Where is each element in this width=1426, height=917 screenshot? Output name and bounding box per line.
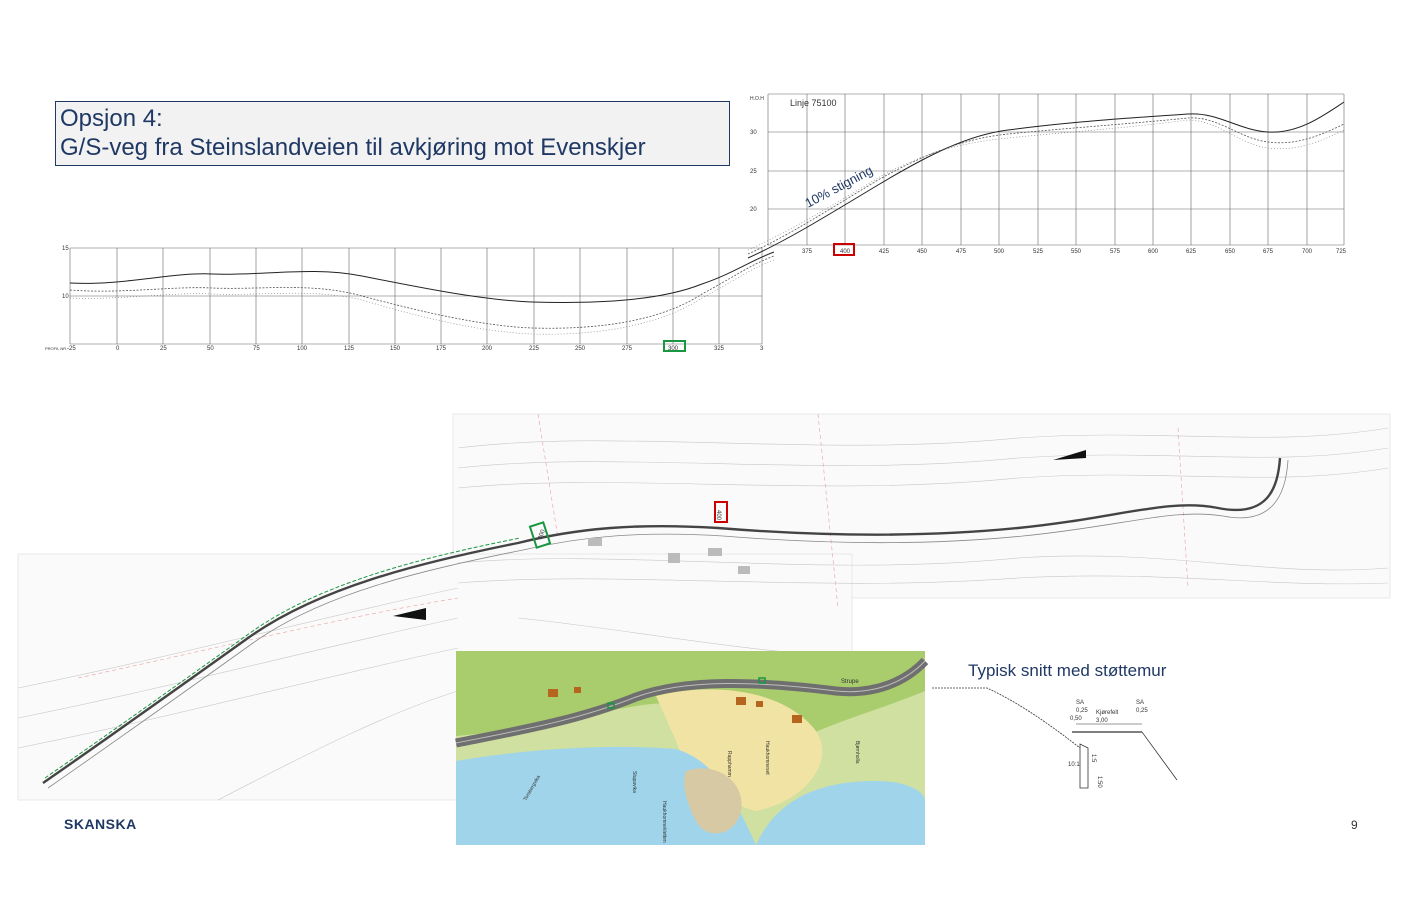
x-tick: 550 [1071,249,1082,255]
x-tick: 75 [253,346,260,352]
x-tick-400: 400 [840,249,851,255]
plan-marker-300-label: 300 [537,529,547,541]
x-tick: 475 [956,249,967,255]
x-tick: 675 [1263,249,1274,255]
y-tick-25: 25 [750,169,757,175]
x-tick: 125 [344,346,355,352]
dim-slope: 1:5 [1090,754,1096,763]
dim-right: 0,25 [1136,708,1148,714]
x-tick: -25 [67,346,76,352]
x-tick: 250 [575,346,586,352]
x-tick: 0 [116,346,120,352]
x-tick: 175 [436,346,447,352]
dim-wall-height: 1:50 [1096,776,1102,788]
place-name: Rapphamm [726,751,732,777]
x-tick: 575 [1110,249,1121,255]
profile-right [748,90,1348,258]
title-line-1: Opsjon 4: [60,105,163,132]
y-tick-20: 20 [750,207,757,213]
place-name: Bjørnholla [854,741,860,764]
place-name: Torsbergvika [522,774,542,802]
profile-right-x-ticks [802,249,1347,255]
x-tick: 100 [297,346,308,352]
x-tick: 375 [802,249,813,255]
place-name: Strupe [841,679,859,685]
label-sa-left: SA [1076,700,1085,706]
profile-left-x-ticks [67,346,764,352]
x-tick: 150 [390,346,401,352]
dim-road-width: 3,00 [1096,718,1108,724]
cross-section-heading: Typisk snitt med støttemur [968,661,1167,680]
page-number: 9 [1351,818,1358,832]
x-tick: 700 [1302,249,1313,255]
x-tick: 25 [160,346,167,352]
x-tick: 650 [1225,249,1236,255]
x-tick: 600 [1148,249,1159,255]
skanska-logo: SKANSKA [64,816,137,832]
label-sa-right: SA [1136,700,1145,706]
y-tick-30: 30 [750,130,757,136]
x-tick: 450 [917,249,928,255]
x-tick: 225 [529,346,540,352]
cross-section-drawing [932,684,1177,804]
x-tick: 200 [482,346,493,352]
x-tick: 425 [879,249,890,255]
x-tick: 325 [714,346,725,352]
x-tick-300: 300 [668,346,679,352]
x-tick: 500 [994,249,1005,255]
terrain-slope [932,688,1080,748]
title-line-2: G/S-veg fra Steinslandveien til avkjøring mot Evenskjer [60,134,646,161]
label-lane: Kjørefelt [1096,710,1119,716]
fill-slope [1142,732,1177,780]
line-name: Linje 75100 [790,98,837,108]
x-tick: 625 [1186,249,1197,255]
profile-left-terrain-line [70,256,774,328]
dim-wall-batter: 10:1 [1068,762,1080,768]
plan-marker-400-label: 400 [715,510,721,521]
y-axis-label: H.O.H [750,96,764,102]
orthophoto-map [456,651,925,845]
axis-label: PROFIL NR. [45,346,68,351]
dim-left: 0,25 [1076,708,1088,714]
profile-left-terrain-line-2 [70,260,774,334]
place-name: Haukhomnekletten [661,801,667,843]
profile-left-road-line [70,252,774,302]
x-tick: 3 [760,346,764,352]
place-name: Haukhomneset [764,741,770,775]
dim-shoulder: 0,50 [1070,716,1082,722]
x-tick: 275 [622,346,633,352]
x-tick: 50 [207,346,214,352]
slope-annotation: 10% stigning [802,162,876,211]
y-tick-10: 10 [62,294,69,300]
x-tick: 725 [1336,249,1347,255]
retaining-wall [1080,744,1088,788]
y-tick-15: 15 [62,246,69,252]
x-tick: 525 [1033,249,1044,255]
place-name: Stupavika [631,771,637,793]
profile-left [45,238,774,354]
slide-title [55,101,730,166]
